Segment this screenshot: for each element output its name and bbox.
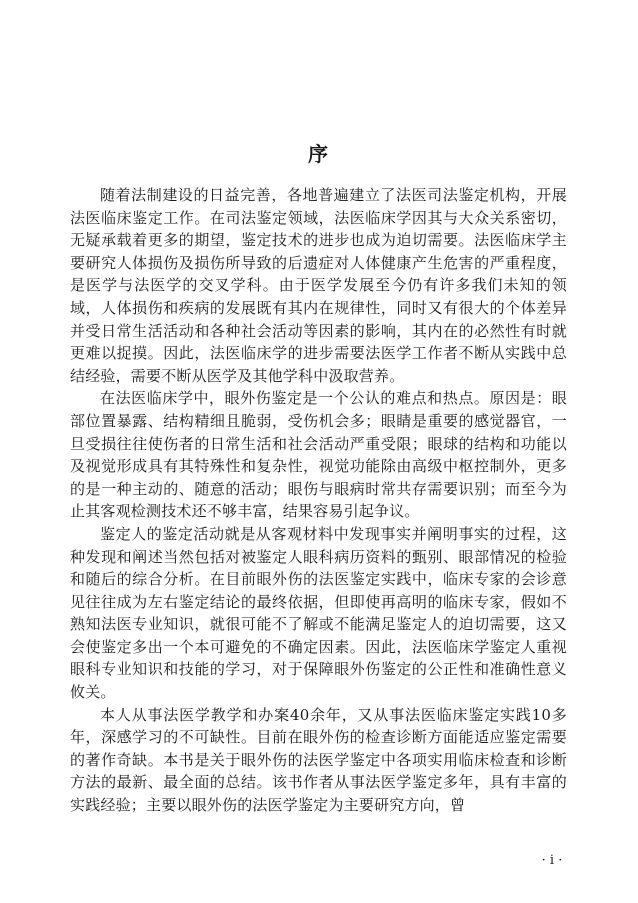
preface-body xyxy=(70,184,567,817)
paragraph-1: 随着法制建设的日益完善，各地普遍建立了法医司法鉴定机构，开展法医临床鉴定工作。在司法鉴定领域，法医临床学因其与大众关系密切，无疑承载着更多的期望，鉴定技术的进步也成为迫切需要。法医临床学主要研究人体损伤及损伤所导致的后遗症对人体健康产生危害的严重程度，是医学与法医学的交叉学科。由于医学发展至今仍有许多我们未知的领域，人体损伤和疾病的发展既有其内在规律性，同时又有很大的个体差异并受日常生活活动和各种社会活动等因素的影响，其内在的必然性有时就更难以捉摸。因此，法医临床学的进步需要法医学工作者不断从实践中总结经验，需要不断从医学及其他学科中汲取营养。 xyxy=(70,186,567,385)
paragraph-3: 鉴定人的鉴定活动就是从客观材料中发现事实并阐明事实的过程，这种发现和阐述当然包括对被鉴定人眼科病历资料的甄别、眼部情况的检验和随后的综合分析。在目前眼外伤的法医鉴定实践中，临床专家的会诊意见往往成为左右鉴定结论的最终依据，但即使再高明的临床专家，假如不熟知法医专业知识，就很可能不了解或不能满足鉴定人的迫切需要，这又会使鉴定多出一个本可避免的不确定因素。因此，法医临床学鉴定人重视眼科专业知识和技能的学习，对于保障眼外伤鉴定的公正性和准确性意义攸关。 xyxy=(70,524,567,702)
paragraph-4: 本人从事法医学教学和办案40余年，又从事法医临床鉴定实践10多年，深感学习的不可缺性。目前在眼外伤的检查诊断方面能适应鉴定需要的著作奇缺。本书是关于眼外伤的法医学鉴定中各项实用临床检查和诊断方法的最新、最全面的总结。该书作者从事法医学鉴定多年，具有丰富的实践经验；主要以眼外伤的法医学鉴定为主要研究方向，曾 xyxy=(70,705,567,815)
page-title: 序 xyxy=(308,142,330,166)
page-number: · i · xyxy=(541,853,563,868)
paragraph-2: 在法医临床学中，眼外伤鉴定是一个公认的难点和热点。原因是：眼部位置暴露、结构精细且脆弱，受伤机会多；眼睛是重要的感觉器官，一旦受损往往使伤者的日常生活和社会活动严重受限；眼球的结构和功能以及视觉形成具有其特殊性和复杂性，视觉功能除由高级中枢控制外，更多的是一种主动的、随意的活动；眼伤与眼病时常共存需要识别；而至今为止其客观检测技术还不够丰富，结果容易引起争议。 xyxy=(70,389,567,521)
